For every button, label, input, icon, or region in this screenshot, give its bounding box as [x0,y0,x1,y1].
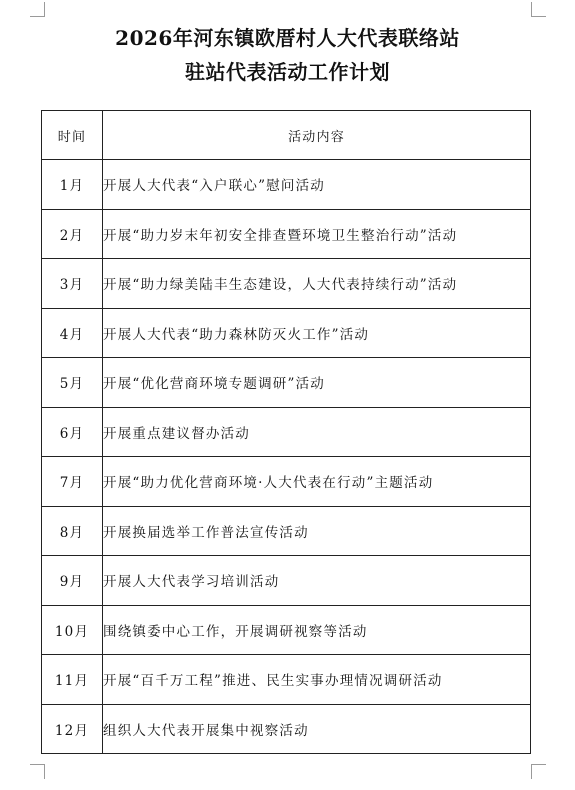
table-row [42,259,531,309]
page-corner-mark-top-left [30,2,45,17]
month-cell: 6月 [42,407,103,457]
activity-cell: 开展“百千万工程”推进、民生实事办理情况调研活动 [103,655,531,705]
month-cell: 9月 [42,556,103,606]
activity-cell: 开展“助力岁末年初安全排查暨环境卫生整治行动”活动 [103,209,531,259]
activity-cell: 开展“助力优化营商环境·人大代表在行动”主题活动 [103,457,531,507]
activity-cell: 围绕镇委中心工作，开展调研视察等活动 [103,605,531,655]
table-row [42,308,531,358]
month-cell: 3月 [42,259,103,309]
table-row [42,457,531,507]
table-row [42,556,531,606]
month-cell: 10月 [42,605,103,655]
table-row [42,160,531,210]
table-row [42,506,531,556]
month-cell: 4月 [42,308,103,358]
activity-cell: 开展人大代表“入户联心”慰问活动 [103,160,531,210]
month-cell: 11月 [42,655,103,705]
table-row [42,407,531,457]
document-title-line-1: 2026年河东镇欧厝村人大代表联络站 [115,26,460,50]
header-activity-content: 活动内容 [103,111,531,160]
activity-cell: 开展“助力绿美陆丰生态建设，人大代表持续行动”活动 [103,259,531,309]
table-row [42,605,531,655]
month-cell: 1月 [42,160,103,210]
month-cell: 2月 [42,209,103,259]
activity-cell: 开展重点建议督办活动 [103,407,531,457]
table-row [42,655,531,705]
activity-cell: 组织人大代表开展集中视察活动 [103,704,531,754]
table-row [42,358,531,408]
page-corner-mark-bottom-right [531,764,546,779]
table-row [42,704,531,754]
header-time: 时间 [42,111,103,160]
page-corner-mark-bottom-left [30,764,45,779]
activity-cell: 开展人大代表学习培训活动 [103,556,531,606]
document-title-line-2: 驻站代表活动工作计划 [185,60,390,84]
month-cell: 5月 [42,358,103,408]
table-row [42,209,531,259]
page-corner-mark-top-right [531,2,546,17]
month-cell: 7月 [42,457,103,507]
activity-plan-table [41,110,531,754]
activity-cell: 开展“优化营商环境专题调研”活动 [103,358,531,408]
activity-cell: 开展人大代表“助力森林防灭火工作”活动 [103,308,531,358]
month-cell: 8月 [42,506,103,556]
month-cell: 12月 [42,704,103,754]
activity-cell: 开展换届选举工作普法宣传活动 [103,506,531,556]
table-header-row [42,111,531,160]
